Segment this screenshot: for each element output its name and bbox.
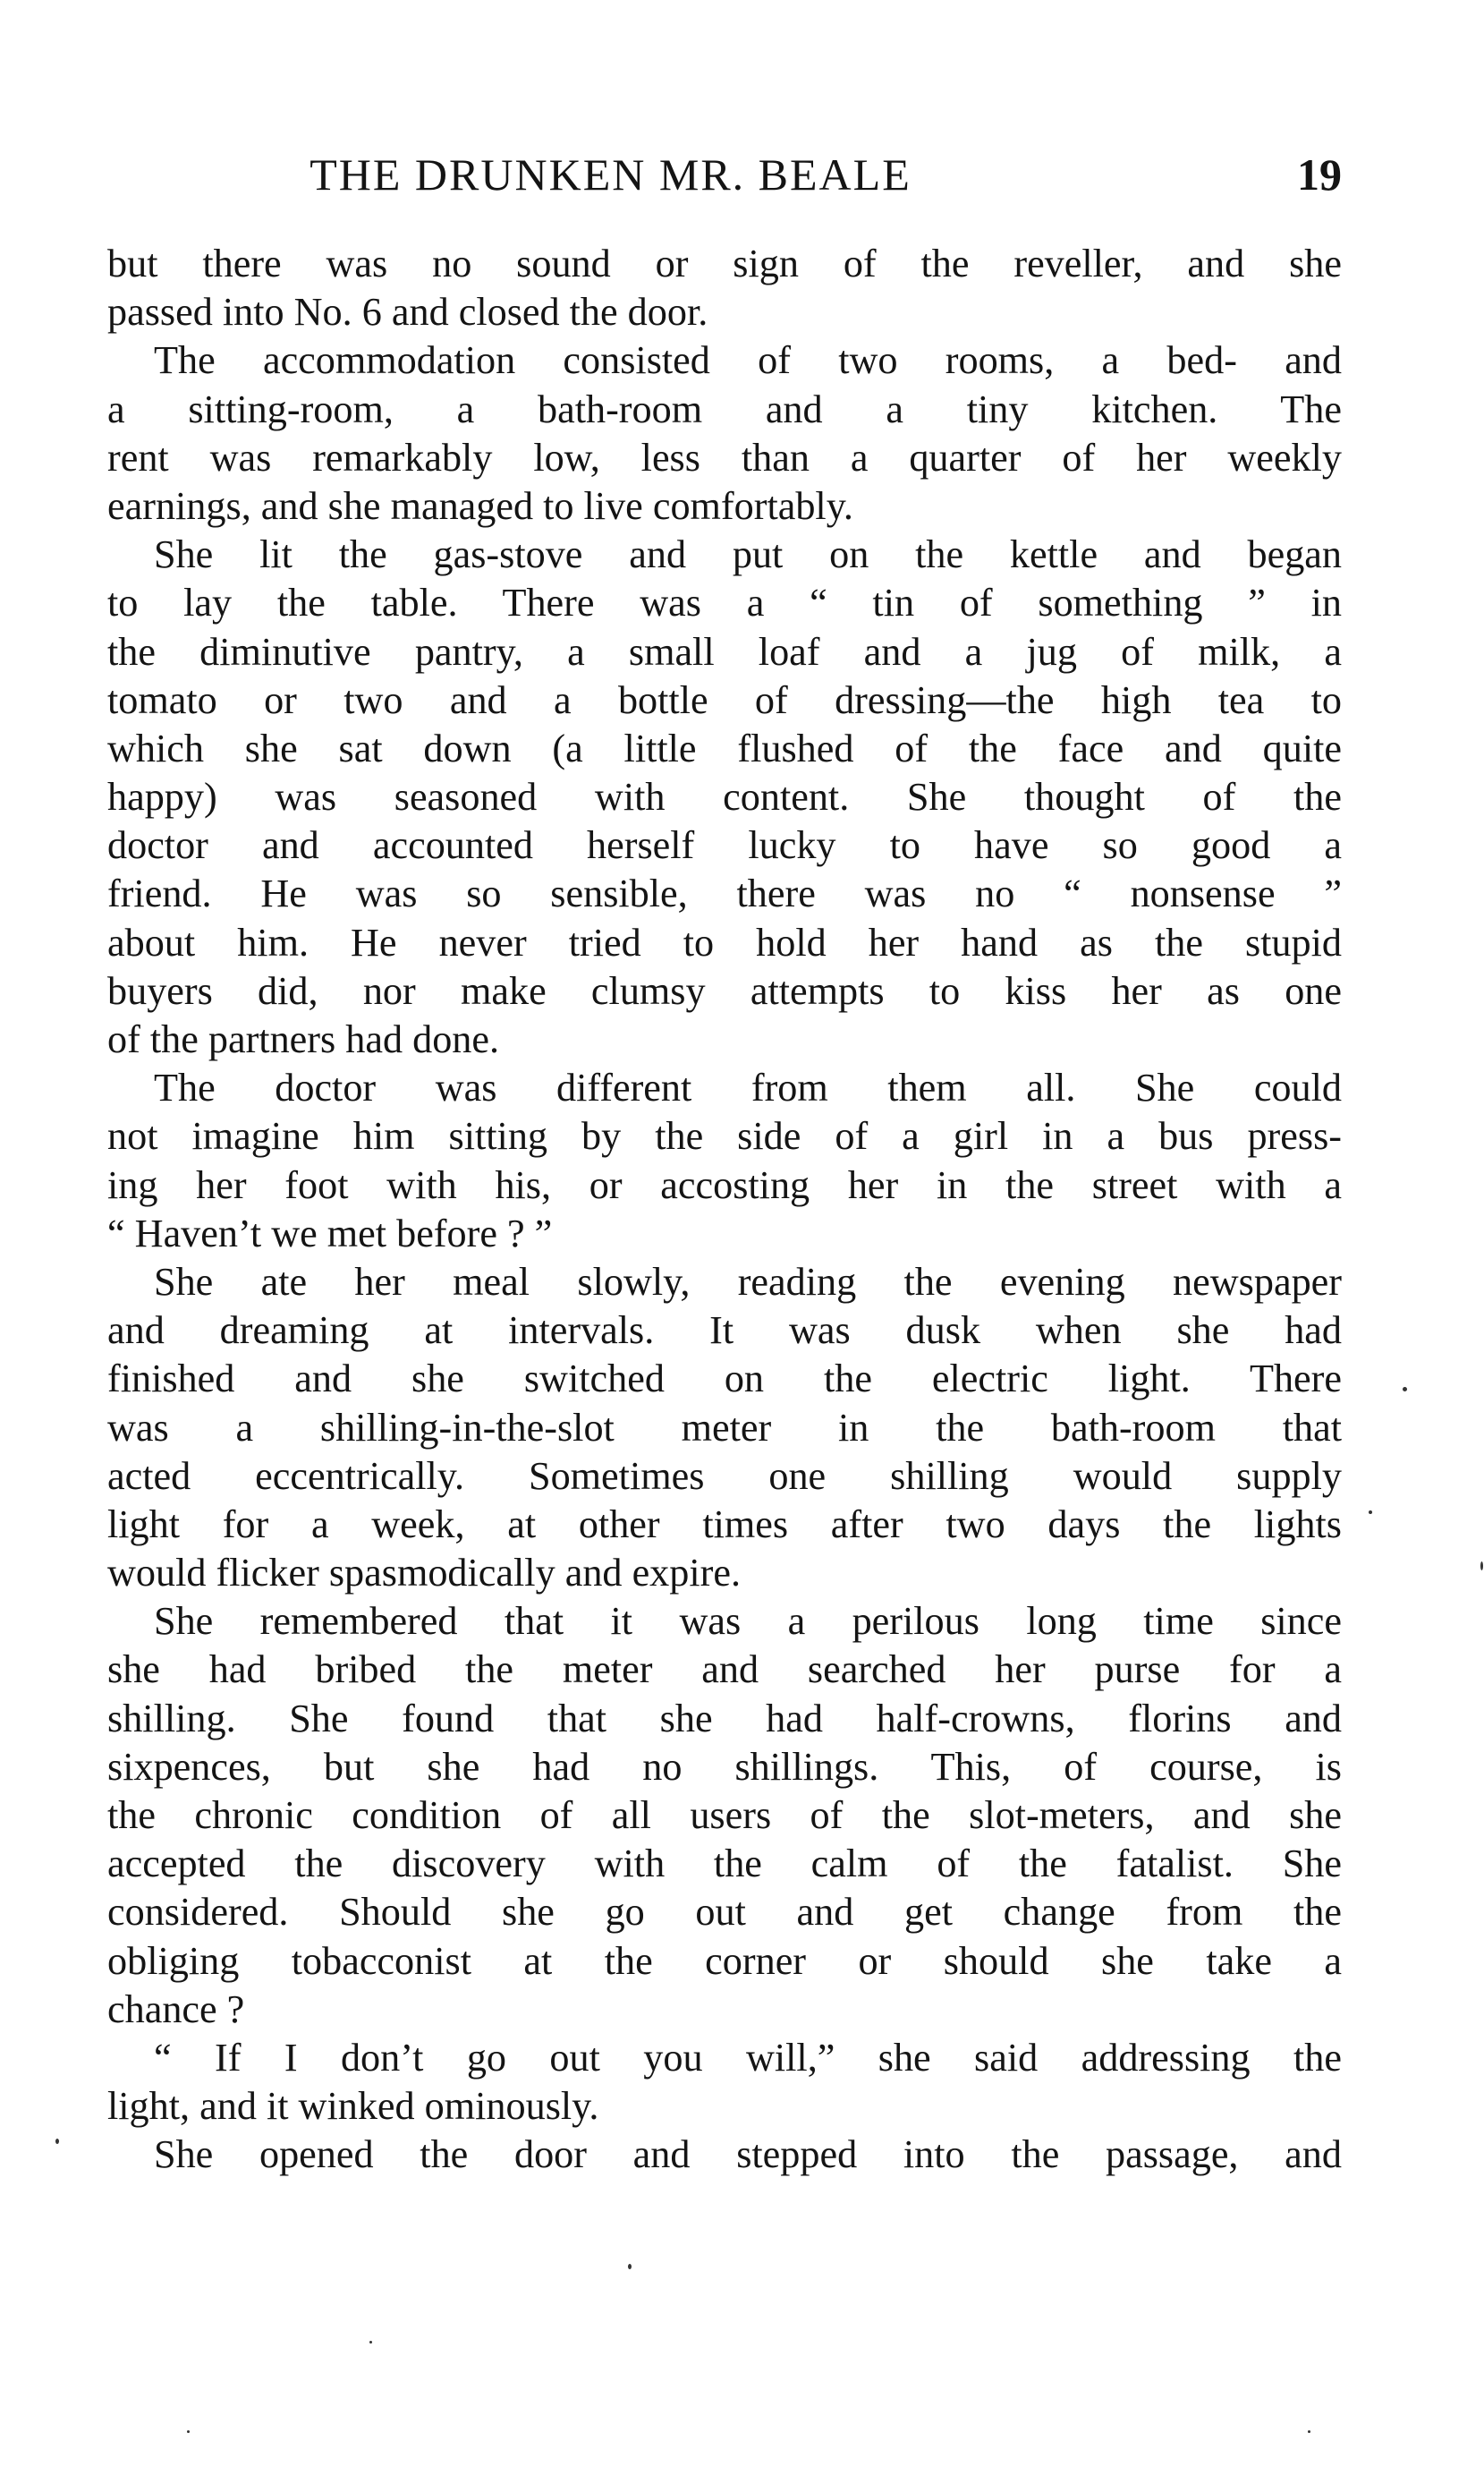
text-line: the diminutive pantry, a small loaf and a jug of milk, a (107, 629, 1342, 674)
text-line: not imagine him sitting by the side of a girl in a bus press- (107, 1114, 1342, 1159)
scan-speck (187, 2430, 190, 2433)
scan-speck (55, 2139, 59, 2144)
text-line: friend. He was so sensible, there was no “ nonsense ” (107, 872, 1342, 916)
text-line: The accommodation consisted of two rooms, a bed- and (154, 338, 1342, 383)
text-line: “ Haven’t we met before ? ” (107, 1211, 553, 1255)
text-line: of the partners had done. (107, 1017, 500, 1061)
scan-speck (1403, 1387, 1407, 1391)
text-line: was a shilling-in-the-slot meter in the bath-room that (107, 1405, 1342, 1450)
running-head (107, 143, 1342, 206)
text-line: considered. Should she go out and get change from the (107, 1890, 1342, 1935)
text-line: would flicker spasmodically and expire. (107, 1551, 742, 1595)
text-line: tomato or two and a bottle of dressing—the high tea to (107, 677, 1342, 722)
text-line: She opened the door and stepped into the passage, and (154, 2132, 1342, 2177)
text-line: sixpences, but she had no shillings. This, of course, is (107, 1744, 1342, 1789)
text-line: She lit the gas-stove and put on the kettle and began (154, 532, 1342, 577)
text-line: and dreaming at intervals. It was dusk when she had (107, 1308, 1342, 1353)
body-text (107, 240, 1342, 2180)
text-line: She ate her meal slowly, reading the evening newspaper (154, 1259, 1342, 1304)
text-line: light for a week, at other times after two days the lights (107, 1501, 1342, 1546)
text-line: The doctor was different from them all. She could (154, 1066, 1342, 1110)
page-number: 19 (1297, 149, 1342, 200)
text-line: rent was remarkably low, less than a quarter of her weekly (107, 435, 1342, 480)
text-line: ing her foot with his, or accosting her in the street with a (107, 1162, 1342, 1207)
text-line: to lay the table. There was a “ tin of something ” in (107, 581, 1342, 625)
text-line: which she sat down (a little flushed of the face and quite (107, 726, 1342, 770)
text-line: chance ? (107, 1986, 245, 2031)
scan-speck (1369, 1510, 1372, 1514)
text-line: happy) was seasoned with content. She thought of the (107, 775, 1342, 820)
text-line: doctor and accounted herself lucky to have so good a (107, 823, 1342, 868)
text-line: a sitting-room, a bath-room and a tiny kitchen. The (107, 387, 1342, 431)
text-line: obliging tobacconist at the corner or should she take a (107, 1938, 1342, 1983)
running-title: THE DRUNKEN MR. BEALE (310, 149, 912, 200)
text-line: shilling. She found that she had half-crowns, florins and (107, 1696, 1342, 1740)
text-line: “ If I don’t go out you will,” she said addressing the (154, 2035, 1342, 2080)
text-line: finished and she switched on the electric light. There (107, 1357, 1342, 1401)
text-line: the chronic condition of all users of the slot-meters, and she (107, 1793, 1342, 1837)
scan-speck (628, 2264, 632, 2269)
text-line: light, and it winked ominously. (107, 2084, 599, 2129)
text-line: about him. He never tried to hold her hand as the stupid (107, 920, 1342, 965)
text-line: acted eccentrically. Sometimes one shilling would supply (107, 1453, 1342, 1498)
text-line: She remembered that it was a perilous long time since (154, 1599, 1342, 1644)
text-line: buyers did, nor make clumsy attempts to kiss her as one (107, 968, 1342, 1013)
scan-speck (1480, 1561, 1483, 1570)
scan-speck (369, 2341, 372, 2344)
text-line: accepted the discovery with the calm of the fatalist. She (107, 1842, 1342, 1886)
text-line: she had bribed the meter and searched her purse for a (107, 1647, 1342, 1692)
text-line: passed into No. 6 and closed the door. (107, 290, 708, 335)
text-line: earnings, and she managed to live comfortably. (107, 483, 853, 528)
text-line: but there was no sound or sign of the reveller, and she (107, 242, 1342, 285)
scan-speck (1308, 2430, 1310, 2433)
